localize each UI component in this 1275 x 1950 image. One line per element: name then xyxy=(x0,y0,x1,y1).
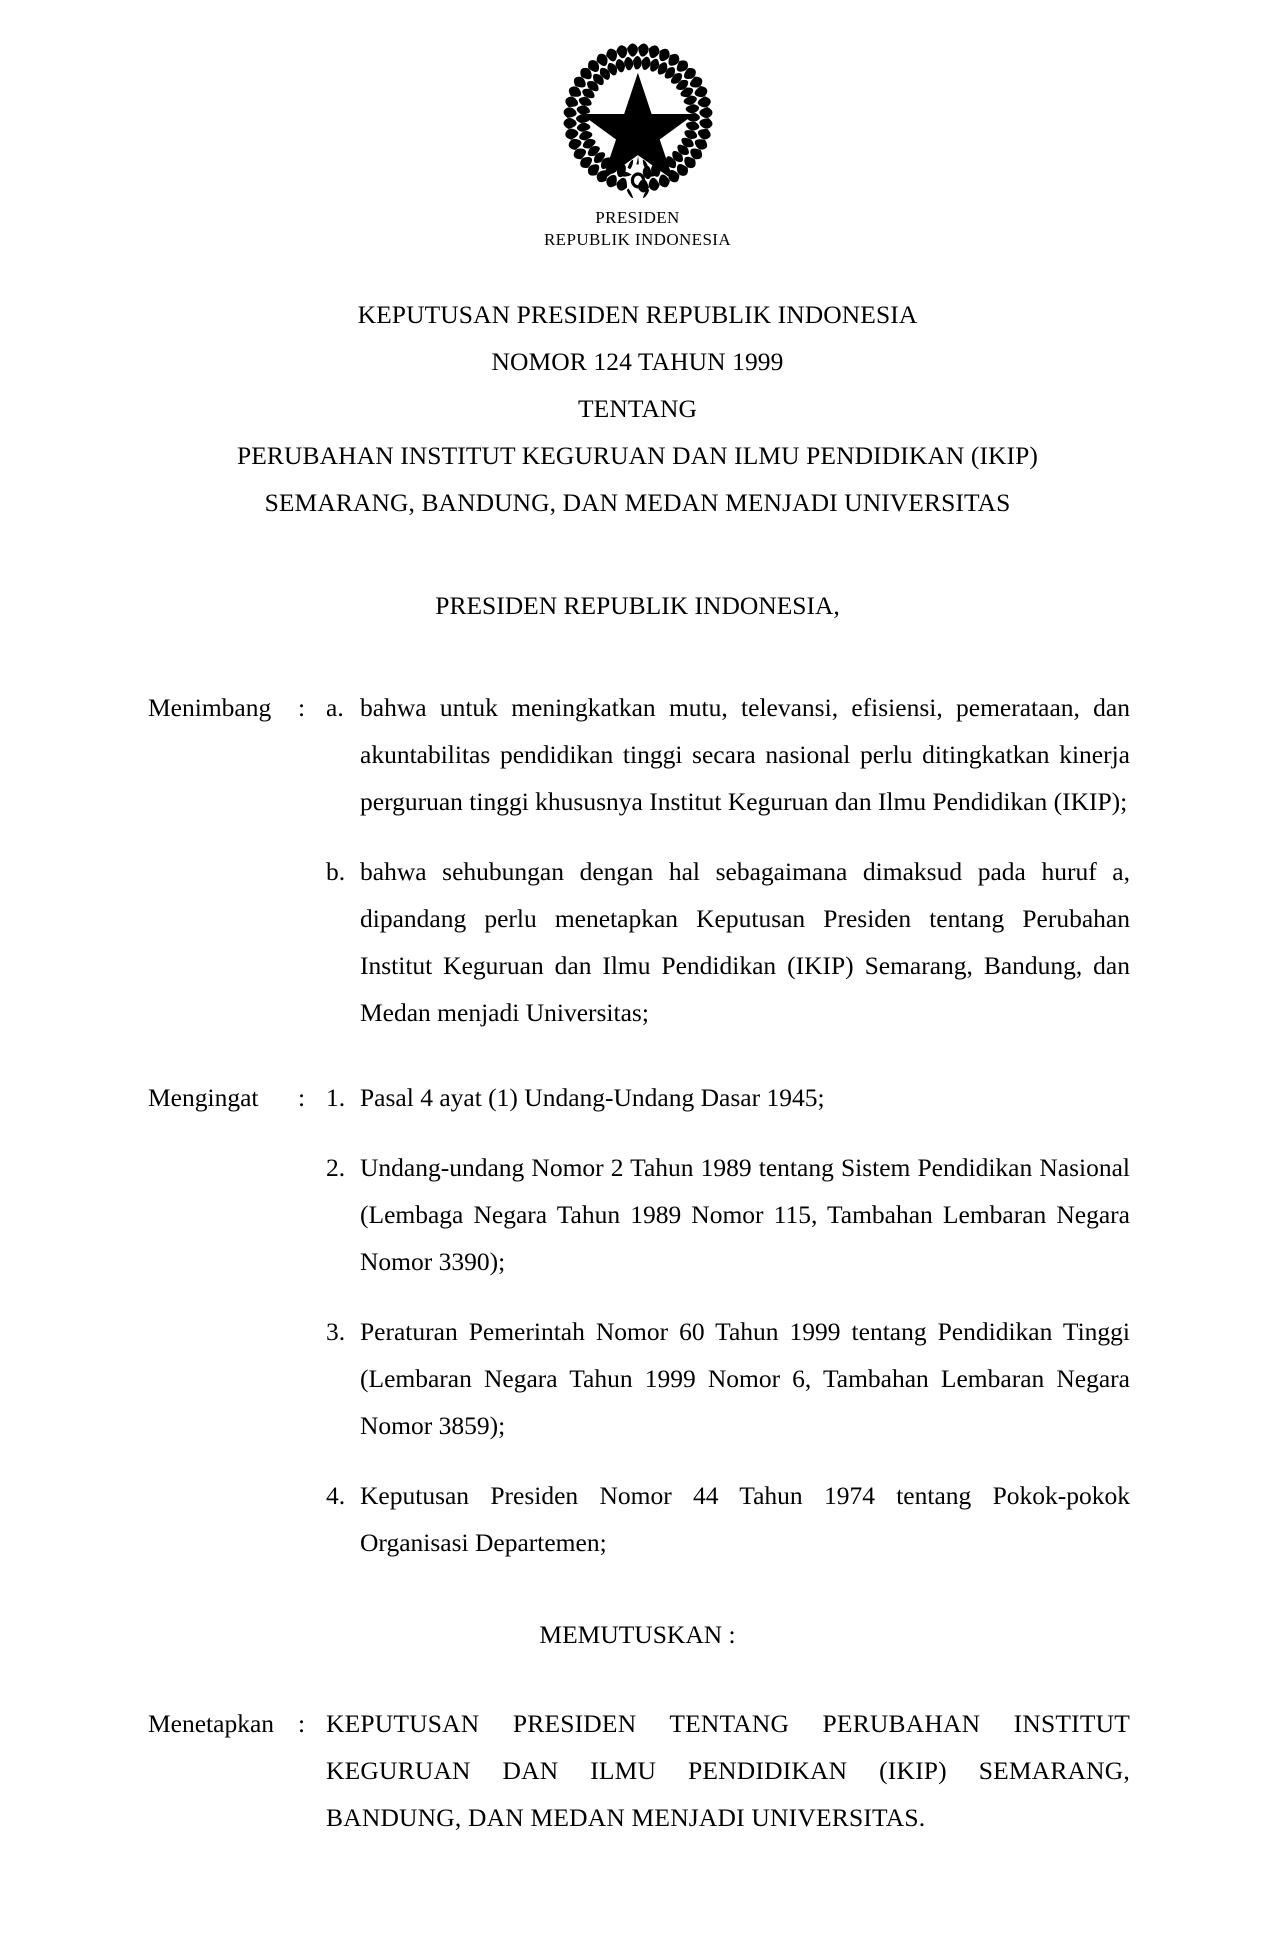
mengingat-item-1-marker: 1. xyxy=(326,1083,346,1113)
title-line-3-tentang: TENTANG xyxy=(577,394,698,424)
mengingat-item-2-row xyxy=(0,1144,1275,1285)
menetapkan-colon: : xyxy=(298,1709,306,1739)
mengingat-item-2-text: Undang-undang Nomor 2 Tahun 1989 tentang Sistem Pendidikan Nasional (Lembaga Negara Tahun 1989 Nomor 115, Tambahan Lembaran Negara Nomor 3390); xyxy=(360,1153,1130,1277)
mengingat-item-3-marker: 3. xyxy=(326,1317,346,1347)
mengingat-item-1-row xyxy=(0,1074,1275,1121)
menimbang-item-b-marker: b. xyxy=(326,857,346,887)
menetapkan-label: Menetapkan xyxy=(148,1709,275,1739)
presidential-seal-icon xyxy=(558,38,718,198)
menimbang-item-a-row xyxy=(0,684,1275,825)
title-line-2-number: NOMOR 124 TAHUN 1999 xyxy=(491,347,784,377)
opening-line: PRESIDEN REPUBLIK INDONESIA, xyxy=(435,591,840,621)
menimbang-label: Menimbang xyxy=(148,693,272,723)
menetapkan-row xyxy=(0,1700,1275,1841)
document-title-block xyxy=(0,291,1275,526)
menimbang-item-a-text: bahwa untuk meningkatkan mutu, televansi, efisiensi, pemerataan, dan akuntabilitas pendidikan tinggi secara nasional perlu ditingkatkan kinerja perguruan tinggi khususnya Institut Keguruan dan Ilmu Pendidikan (IKIP); xyxy=(360,693,1130,817)
emblem-caption xyxy=(0,207,1275,251)
emblem-block xyxy=(0,0,1275,203)
memutuskan-heading: MEMUTUSKAN : xyxy=(539,1620,736,1650)
title-line-1: KEPUTUSAN PRESIDEN REPUBLIK INDONESIA xyxy=(357,300,918,330)
menimbang-item-b-row xyxy=(0,848,1275,1036)
menimbang-item-b-text: bahwa sehubungan dengan hal sebagaimana dimaksud pada huruf a, dipandang perlu menetapkan Keputusan Presiden tentang Perubahan Institut Keguruan dan Ilmu Pendidikan (IKIP) Semarang, Bandung, dan Medan menjadi Universitas; xyxy=(360,857,1130,1028)
menetapkan-text: KEPUTUSAN PRESIDEN TENTANG PERUBAHAN INSTITUT KEGURUAN DAN ILMU PENDIDIKAN (IKIP) SEMARANG, BANDUNG, DAN MEDAN MENJADI UNIVERSITAS. xyxy=(326,1709,1130,1833)
emblem-caption-line-2: REPUBLIK INDONESIA xyxy=(543,230,732,250)
title-line-5-subject-cont: SEMARANG, BANDUNG, DAN MEDAN MENJADI UNIVERSITAS xyxy=(264,488,1011,518)
menimbang-colon: : xyxy=(298,693,306,723)
mengingat-colon: : xyxy=(298,1083,306,1113)
mengingat-item-4-marker: 4. xyxy=(326,1481,346,1511)
mengingat-item-4-row xyxy=(0,1472,1275,1566)
mengingat-item-4-text: Keputusan Presiden Nomor 44 Tahun 1974 tentang Pokok-pokok Organisasi Departemen; xyxy=(360,1481,1130,1558)
mengingat-label: Mengingat xyxy=(148,1083,259,1113)
emblem-caption-line-1: PRESIDEN xyxy=(595,208,680,227)
title-line-4-subject: PERUBAHAN INSTITUT KEGURUAN DAN ILMU PENDIDIKAN (IKIP) xyxy=(236,441,1039,471)
mengingat-item-3-text: Peraturan Pemerintah Nomor 60 Tahun 1999 tentang Pendidikan Tinggi (Lembaran Negara Tahun 1999 Nomor 6, Tambahan Lembaran Negara Nomor 3859); xyxy=(360,1317,1130,1441)
mengingat-item-2-marker: 2. xyxy=(326,1153,346,1183)
mengingat-item-1-text: Pasal 4 ayat (1) Undang-Undang Dasar 1945; xyxy=(360,1083,825,1113)
mengingat-item-3-row xyxy=(0,1308,1275,1449)
menimbang-item-a-marker: a. xyxy=(326,693,344,723)
clauses-section xyxy=(0,684,1275,1566)
